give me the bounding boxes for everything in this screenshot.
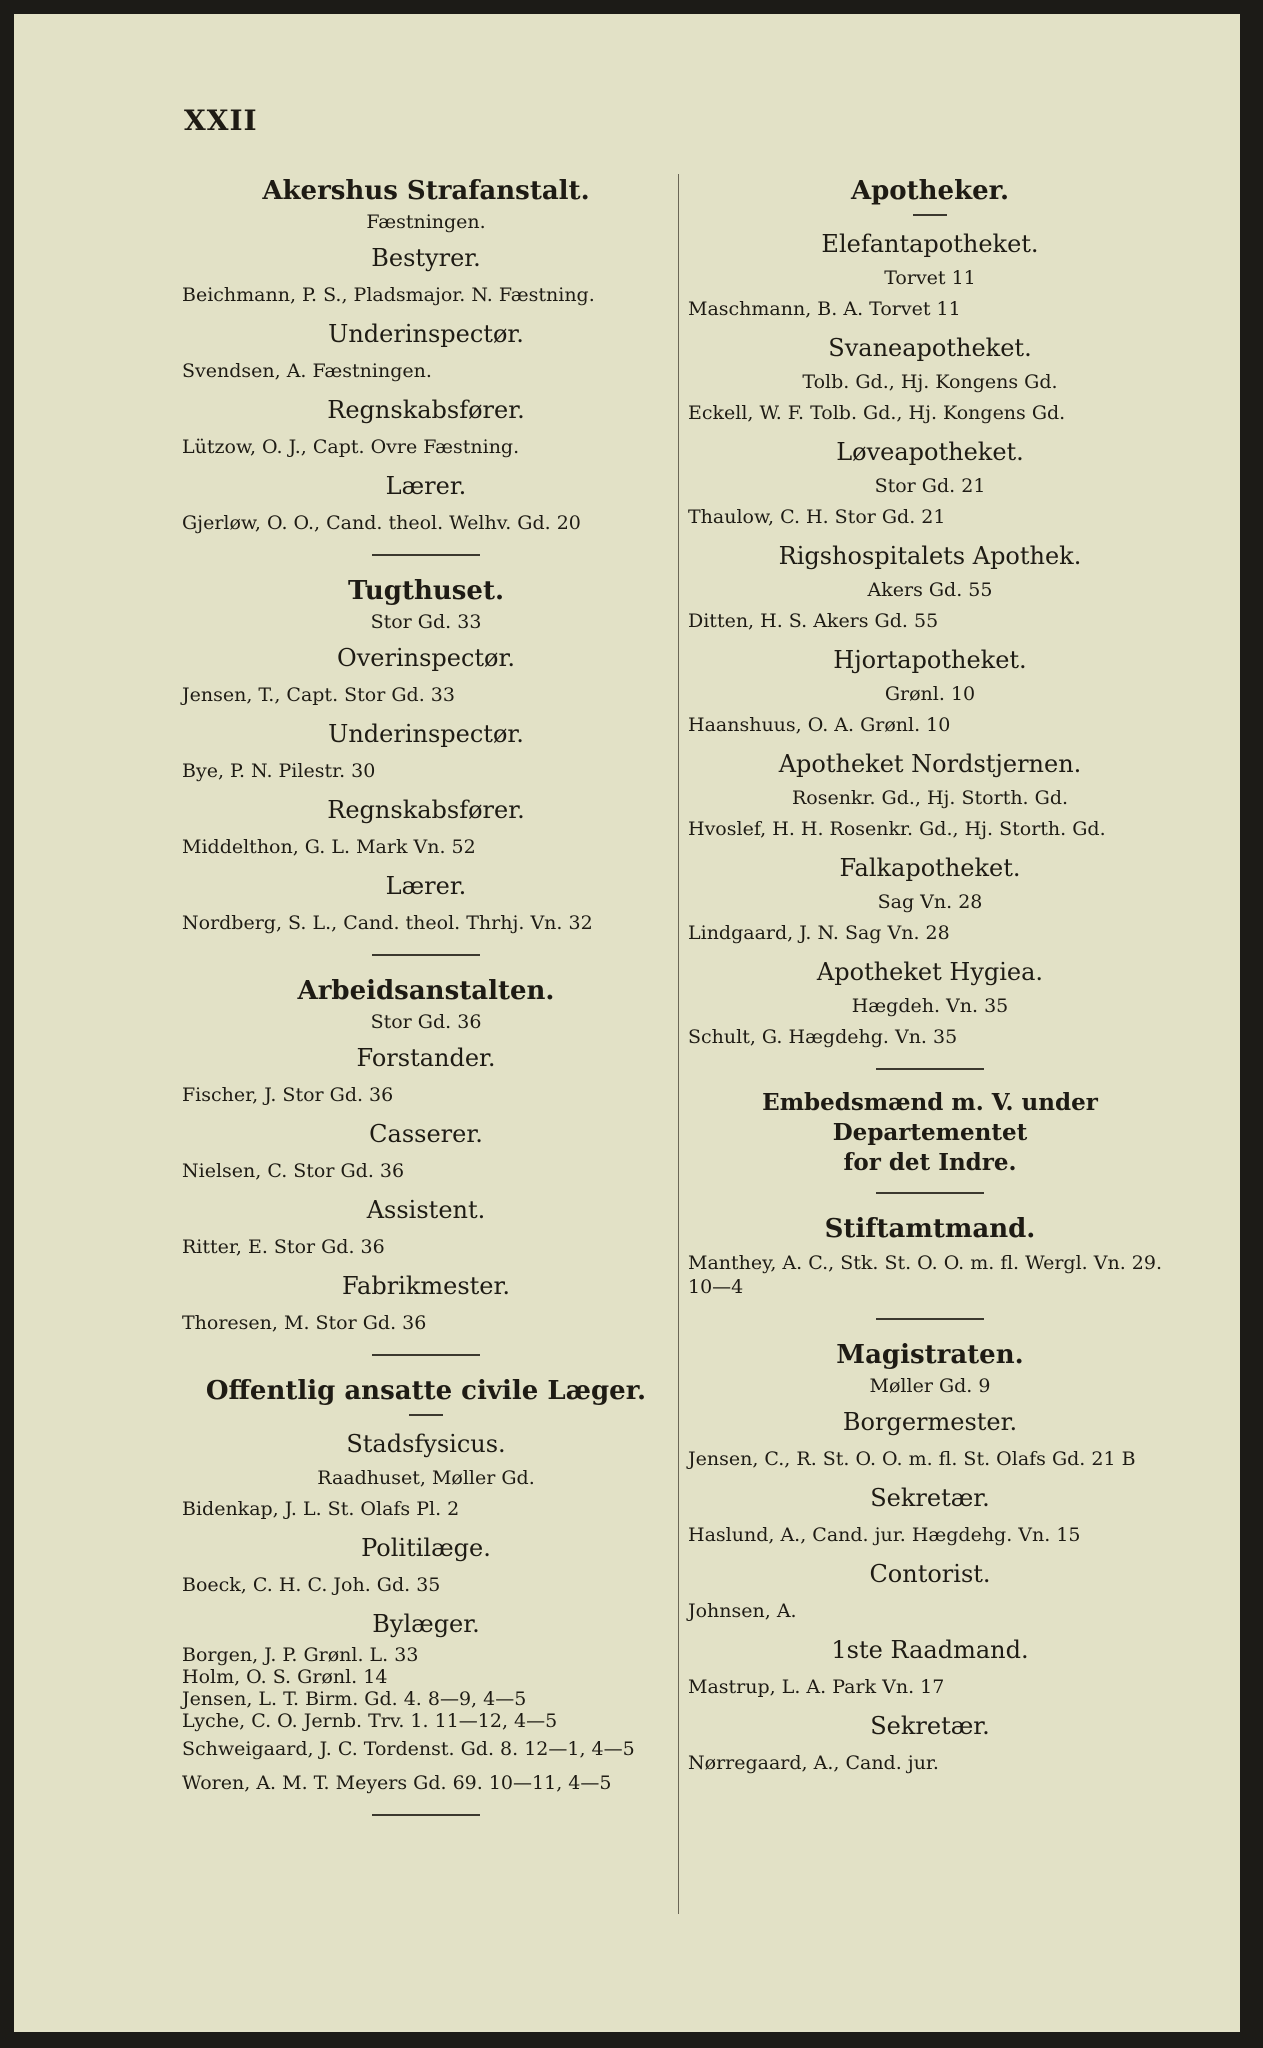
role-heading: Fabrikmester.	[342, 1272, 510, 1300]
pharmacy-address: Sag Vn. 28	[877, 891, 983, 913]
pharmacy-name: Falkapotheket.	[839, 854, 1021, 882]
entry-line: Haanshuus, O. A. Grønl. 10	[688, 714, 951, 736]
section-subtitle: Stor Gd. 36	[370, 1011, 482, 1033]
role-heading: Assistent.	[366, 1196, 486, 1224]
entry-line: Lindgaard, J. N. Sag Vn. 28	[688, 922, 950, 944]
section-rule	[876, 1192, 984, 1194]
entry-line: Eckell, W. F. Tolb. Gd., Hj. Kongens Gd.	[688, 402, 1066, 424]
entry-line: Bidenkap, J. L. St. Olafs Pl. 2	[182, 1498, 460, 1520]
list-item: Schweigaard, J. C. Tordenst. Gd. 8. 12—1, 4—5	[182, 1738, 635, 1760]
list-item: Jensen, L. T. Birm. Gd. 4. 8—9, 4—5	[182, 1688, 527, 1710]
section-title-stiftamt: Stiftamtmand.	[824, 1214, 1036, 1244]
entry-line: Thaulow, C. H. Stor Gd. 21	[688, 506, 946, 528]
pharmacy-address: Stor Gd. 21	[874, 475, 986, 497]
entry-line: Beichmann, P. S., Pladsmajor. N. Fæstning.	[182, 284, 595, 306]
entry-line: Nielsen, C. Stor Gd. 36	[182, 1160, 405, 1182]
pharmacy-name: Svaneapotheket.	[828, 334, 1032, 362]
entry-line: Ritter, E. Stor Gd. 36	[182, 1236, 385, 1258]
pharmacy-address: Tolb. Gd., Hj. Kongens Gd.	[802, 371, 1058, 393]
section-title-akershus: Akershus Strafanstalt.	[262, 176, 590, 206]
role-heading: Sekretær.	[870, 1484, 990, 1512]
title-dash	[913, 214, 947, 216]
entry-line: Middelthon, G. L. Mark Vn. 52	[182, 836, 476, 858]
section-rule	[372, 554, 480, 556]
pharmacy-address: Akers Gd. 55	[867, 579, 993, 601]
role-heading: Overinspectør.	[337, 644, 515, 672]
entry-line: Schult, G. Hægdehg. Vn. 35	[688, 1026, 958, 1048]
role-heading: Bylæger.	[372, 1610, 480, 1638]
role-heading: Sekretær.	[870, 1712, 990, 1740]
entry-line: Mastrup, L. A. Park Vn. 17	[688, 1676, 945, 1698]
role-heading: Regnskabsfører.	[327, 796, 525, 824]
pharmacy-name: Løveapotheket.	[836, 438, 1024, 466]
section-title-embedsmaend: Embedsmænd m. V. under Departementet	[762, 1089, 1098, 1146]
section-title-arbeid: Arbeidsanstalten.	[297, 976, 555, 1006]
role-heading: Bestyrer.	[371, 244, 481, 272]
page-number: XXII	[184, 104, 258, 137]
entry-line: Jensen, T., Capt. Stor Gd. 33	[182, 684, 455, 706]
pharmacy-name: Rigshospitalets Apothek.	[778, 542, 1082, 570]
role-heading: 1ste Raadmand.	[831, 1636, 1029, 1664]
role-heading: Underinspectør.	[328, 320, 524, 348]
section-subtitle: Fæstningen.	[366, 211, 486, 233]
section-title-apotheker: Apotheker.	[850, 176, 1010, 206]
section-subtitle: Stor Gd. 33	[370, 611, 482, 633]
role-heading: Lærer.	[385, 872, 467, 900]
section-rule	[876, 1318, 984, 1320]
entry-line: Manthey, A. C., Stk. St. O. O. m. fl. Wergl. Vn. 29. 10—4	[688, 1252, 1162, 1298]
section-rule	[876, 1068, 984, 1070]
pharmacy-address: Rosenkr. Gd., Hj. Storth. Gd.	[791, 787, 1069, 809]
list-item: Woren, A. M. T. Meyers Gd. 69. 10—11, 4—5	[182, 1772, 612, 1794]
section-title-embedsmaend-line2: for det Indre.	[843, 1149, 1017, 1176]
role-heading: Politilæge.	[361, 1534, 491, 1562]
left-column	[182, 164, 670, 1834]
role-heading: Borgermester.	[842, 1408, 1018, 1436]
entry-line: Gjerløw, O. O., Cand. theol. Welhv. Gd. 20	[182, 512, 581, 534]
list-item: Holm, O. S. Grønl. 14	[182, 1666, 388, 1688]
entry-line: Hvoslef, H. H. Rosenkr. Gd., Hj. Storth. Gd.	[688, 818, 1106, 840]
entry-line: Nordberg, S. L., Cand. theol. Thrhj. Vn. 32	[182, 912, 593, 934]
list-item: Borgen, J. P. Grønl. L. 33	[182, 1644, 419, 1666]
entry-line: Fischer, J. Stor Gd. 36	[182, 1084, 394, 1106]
section-title-tugthus: Tugthuset.	[347, 576, 505, 606]
entry-line: Bye, P. N. Pilestr. 30	[182, 760, 376, 782]
section-rule	[372, 1354, 480, 1356]
entry-line: Lützow, O. J., Capt. Ovre Fæstning.	[182, 436, 520, 458]
title-dash	[409, 1414, 443, 1416]
entry-line: Svendsen, A. Fæstningen.	[182, 360, 432, 382]
role-heading: Underinspectør.	[328, 720, 524, 748]
pharmacy-name: Elefantapotheket.	[821, 230, 1039, 258]
list-item: Lyche, C. O. Jernb. Trv. 1. 11—12, 4—5	[182, 1710, 558, 1732]
role-heading: Forstander.	[356, 1044, 496, 1072]
section-rule	[372, 1814, 480, 1816]
entry-line: Ditten, H. S. Akers Gd. 55	[688, 610, 939, 632]
role-heading: Regnskabsfører.	[327, 396, 525, 424]
pharmacy-name: Apotheket Nordstjernen.	[778, 750, 1082, 778]
pharmacy-address: Torvet 11	[884, 267, 976, 289]
pharmacy-address: Grønl. 10	[884, 683, 976, 705]
entry-line: Haslund, A., Cand. jur. Hægdehg. Vn. 15	[688, 1524, 1081, 1546]
entry-line: Maschmann, B. A. Torvet 11	[688, 298, 961, 320]
pharmacy-name: Apotheket Hygiea.	[816, 958, 1044, 986]
entry-line: Nørregaard, A., Cand. jur.	[688, 1752, 939, 1774]
entry-line: Johnsen, A.	[688, 1600, 797, 1622]
role-heading: Contorist.	[869, 1560, 991, 1588]
entry-line: Thoresen, M. Stor Gd. 36	[182, 1312, 427, 1334]
section-title-laeger: Offentlig ansatte civile Læger.	[205, 1376, 647, 1406]
section-rule	[372, 954, 480, 956]
pharmacy-address: Hægdeh. Vn. 35	[851, 995, 1009, 1017]
entry-line: Jensen, C., R. St. O. O. m. fl. St. Olafs Gd. 21 B	[688, 1448, 1136, 1470]
column-divider	[678, 174, 679, 1914]
pharmacy-name: Hjortapotheket.	[833, 646, 1027, 674]
role-heading: Casserer.	[369, 1120, 483, 1148]
section-subtitle: Møller Gd. 9	[869, 1375, 991, 1397]
role-heading: Lærer.	[385, 472, 467, 500]
document-page	[14, 14, 1240, 2032]
right-column	[688, 164, 1172, 1780]
section-subtitle: Raadhuset, Møller Gd.	[317, 1467, 535, 1489]
section-title-magistrat: Magistraten.	[836, 1340, 1024, 1370]
entry-line: Boeck, C. H. C. Joh. Gd. 35	[182, 1574, 441, 1596]
role-heading: Stadsfysicus.	[346, 1430, 506, 1458]
